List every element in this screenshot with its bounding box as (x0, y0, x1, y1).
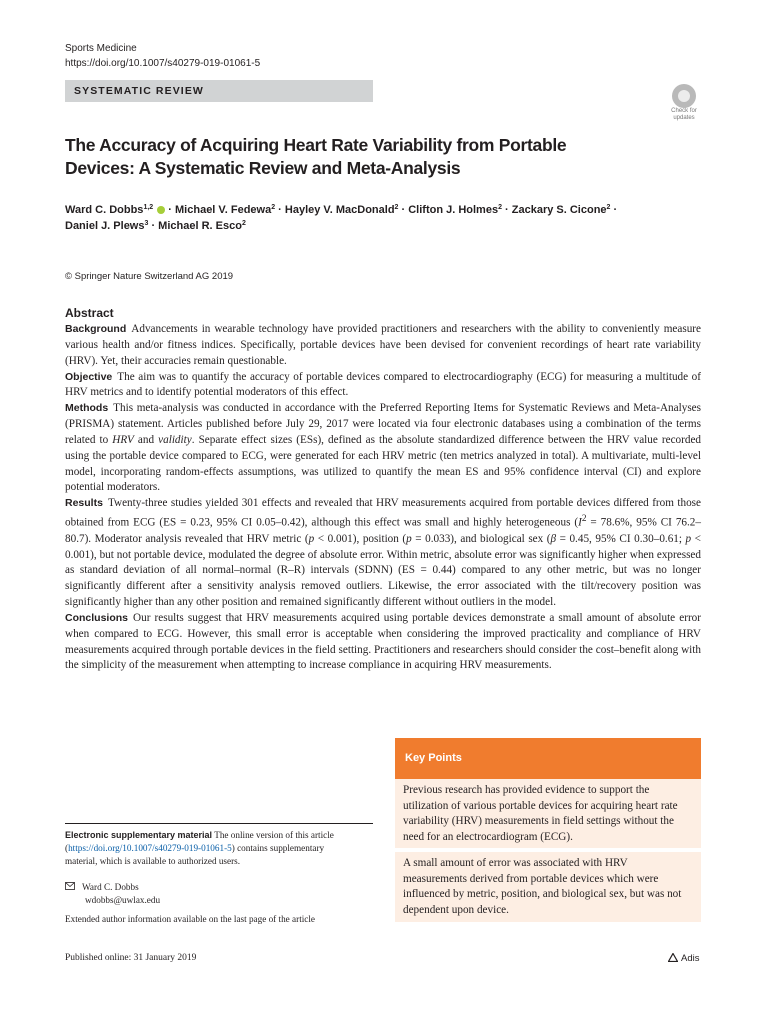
envelope-icon (65, 881, 75, 894)
stat-symbol: β (550, 532, 557, 545)
section-text: = 0.033), and biological sex ( (411, 532, 551, 545)
abstract-body (65, 322, 701, 674)
author-affiliation: 2 (394, 204, 399, 211)
author-affiliation: 2 (606, 204, 611, 211)
stat-symbol: p (685, 532, 692, 545)
author-affiliation: 2 (241, 220, 246, 227)
author-name[interactable]: Zackary S. Cicone (511, 204, 607, 216)
published-date: Published online: 31 January 2019 (65, 953, 197, 963)
copyright-notice: © Springer Nature Switzerland AG 2019 (65, 271, 234, 282)
author-affiliation: 1,2 (143, 204, 154, 211)
author-name[interactable]: Clifton J. Holmes (408, 204, 499, 216)
corresponding-author-name: Ward C. Dobbs (82, 882, 139, 892)
author-name[interactable]: Michael V. Fedewa (175, 204, 272, 216)
article-title: The Accuracy of Acquiring Heart Rate Variability from Portable Devices: A Systematic Review and Meta-Analysis (65, 135, 567, 178)
supp-text: The online version of this article ( (65, 830, 334, 854)
abstract-heading: Abstract (65, 306, 114, 320)
section-label: Background (65, 323, 127, 335)
check-updates-label-2: updates (673, 115, 695, 121)
doi-link[interactable]: https://doi.org/10.1007/s40279-019-01061-5 (65, 58, 261, 69)
italic-term: HRV (112, 433, 134, 446)
orcid-icon[interactable] (157, 206, 165, 214)
abstract-objective (65, 370, 701, 402)
author-name[interactable]: Ward C. Dobbs (65, 204, 144, 216)
journal-header (65, 41, 260, 71)
section-label: Methods (65, 402, 109, 415)
section-text: . Separate effect sizes (ESs), defined as the absolute standardized difference between the HRV value recorded using the portable device compared to ECG, were generated for each HRV metric (ten metrics analyzed in total). A multivariate, multi-level model, incorporating random-effects assumptions, was utilized to quantify the mean ES and 95% confidence interval (CI) and explore potential moderators. (65, 433, 702, 494)
section-text: Advancements in wearable technology have provided practitioners and researchers with the ability to conveniently measure various health and/or fitness indices. Specifically, portable devices have been devised for convenient recordings of heart rate variability (HRV). Yet, their accuracies remain questionable. (65, 323, 701, 367)
italic-term: validity (158, 433, 192, 446)
stat-symbol: p (308, 532, 315, 545)
author-list: Ward C. Dobbs$^{1,2}$ · Michael V. Fedewa$^2$ · Hayley V. MacDonald$^2$ · Clifton J. Holmes$^2$ · Zackary S. Cicone$^2$ · Daniel J. Plews$^3$ · Michael R. Esco$^2$ (65, 204, 618, 232)
supp-text: ) contains supplementary material, which is available to authorized users. (65, 843, 325, 867)
abstract-conclusions (65, 611, 701, 674)
abstract-methods (65, 401, 701, 496)
section-text: Twenty-three studies yielded 301 effects and revealed that HRV measurements acquired from portable devices differed from those obtained from ECG (ES = 0.23, 95% CI 0.05–0.42), although this effect was small and highly heterogeneous ( (65, 497, 701, 529)
section-label: Conclusions (65, 611, 129, 624)
supplementary-material-note (65, 829, 355, 869)
article-type-band: SYSTEMATIC REVIEW (65, 80, 373, 102)
stat-symbol: p (406, 532, 412, 545)
section-text: < 0.001), but not portable device, modulated the degree of absolute error. Within metric, absolute error was significantly higher when expressed as standard deviation of all normal–normal (R–R) intervals (SDNN) (ES = 0.44) compared to any other metric, but was no longer significantly different after a sensitivity analysis removed outliers. Likewise, the error associated with the tilt/recovery position was significantly higher than any other position and remained significantly different without outliers in the model. (65, 532, 701, 609)
journal-name: Sports Medicine (65, 43, 137, 54)
section-label: Results (65, 497, 103, 510)
check-updates-label-1: Check for (671, 108, 697, 114)
section-text: = 0.45, 95% CI 0.30–0.61; (556, 532, 686, 545)
check-for-updates-badge[interactable] (664, 84, 704, 124)
author-affiliation: 2 (271, 204, 276, 211)
footnote-divider (65, 823, 373, 824)
section-label: Objective (65, 370, 113, 383)
check-updates-icon (672, 84, 696, 108)
abstract-results (65, 496, 701, 611)
section-text: This meta-analysis was conducted in accordance with the Preferred Reporting Items for Systematic Reviews and Meta-Analyses (PRISMA) statement. Articles published before July 29, 2017 were located via four electronic databases using a combination of the terms related to (65, 402, 701, 446)
publisher-name: Adis (681, 953, 700, 964)
section-text: The aim was to quantify the accuracy of portable devices compared to electrocardiography (ECG) for measuring a multitude of HRV metrics and to identify potential moderators of this effect. (65, 370, 701, 399)
corresponding-author-email[interactable]: wdobbs@uwlax.edu (85, 895, 161, 905)
key-point-item: A small amount of error was associated with HRV measurements derived from portable devices which were influenced by metric, position, and biological sex, but was not dependent upon device. (395, 852, 701, 922)
publisher-logo (668, 953, 699, 964)
author-name[interactable]: Hayley V. MacDonald (284, 204, 395, 216)
section-text: < 0.001), position ( (314, 532, 407, 545)
adis-triangle-icon (668, 953, 678, 962)
section-text: Our results suggest that HRV measurements acquired using portable devices demonstrate a small amount of absolute error when compared to ECG. However, this small error is acceptable when considering the improved practicality and compliance of HRV measurements acquired through portable devices in the field setting. Practitioners and researchers should consider the cost–benefit along with the simplicity of the measurement when attempting to increase compliance in acquiring HRV measurements. (65, 611, 701, 672)
supp-label: Electronic supplementary material (65, 830, 213, 840)
key-point-item: Previous research has provided evidence to support the utilization of various portable devices for acquiring heart rate variability (HRV) measurements in field settings without the need for an electrocardiogram (ECG). (395, 779, 701, 848)
author-name[interactable]: Michael R. Esco (158, 220, 242, 232)
stat-superscript: 2 (581, 514, 587, 525)
section-text: = 78.6%, 95% CI 76.2–80.7). Moderator analysis revealed that HRV metric ( (65, 516, 701, 545)
corresponding-author (65, 881, 160, 907)
author-affiliation: 3 (144, 220, 149, 227)
abstract-background (65, 322, 701, 370)
extended-author-info: Extended author information available on the last page of the article (65, 914, 316, 924)
stat-symbol: I (578, 516, 582, 529)
author-name[interactable]: Daniel J. Plews (65, 220, 145, 232)
author-affiliation: 2 (498, 204, 502, 211)
supp-link[interactable]: https://doi.org/10.1007/s40279-019-01061-5 (68, 843, 232, 854)
key-points-heading: Key Points (395, 738, 701, 779)
section-text: and (137, 433, 155, 446)
